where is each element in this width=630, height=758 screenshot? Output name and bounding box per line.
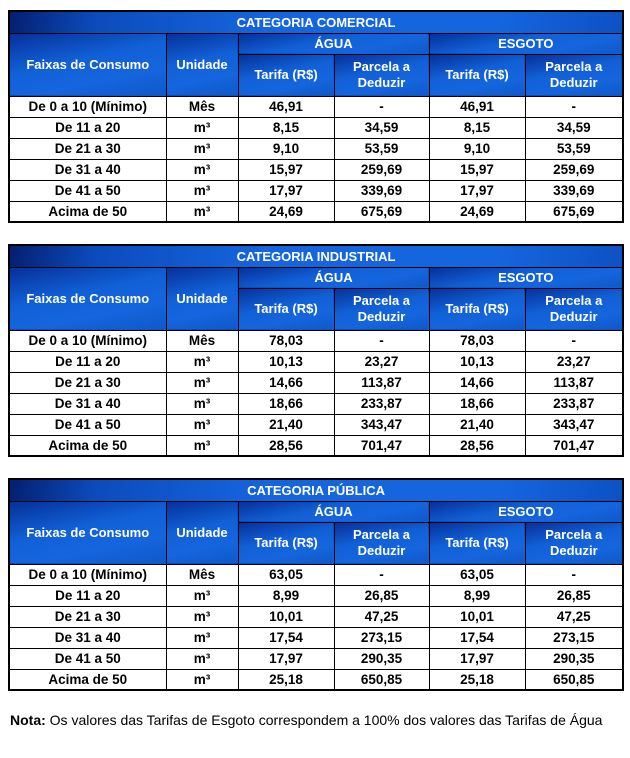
table-row	[9, 606, 623, 627]
cell-esgoto-parcela: 233,87	[525, 393, 623, 414]
table-row	[9, 414, 623, 435]
col-header-agua-parcela: Parcela a Deduzir	[334, 54, 429, 96]
title-row	[9, 479, 623, 501]
col-group-agua: ÁGUA	[238, 501, 429, 522]
table-row	[9, 393, 623, 414]
col-header-agua-parcela: Parcela a Deduzir	[334, 522, 429, 564]
title-row	[9, 11, 623, 33]
col-header-esgoto-tarifa: Tarifa (R$)	[429, 288, 525, 330]
cell-agua-parcela: 34,59	[334, 117, 429, 138]
cell-unidade: m³	[166, 606, 238, 627]
cell-agua-tarifa: 9,10	[238, 138, 334, 159]
cell-esgoto-tarifa: 15,97	[429, 159, 525, 180]
table-row	[9, 564, 623, 585]
col-header-esgoto-parcela: Parcela a Deduzir	[525, 54, 623, 96]
cell-unidade: Mês	[166, 96, 238, 117]
cell-esgoto-parcela: 259,69	[525, 159, 623, 180]
cell-esgoto-parcela: -	[525, 330, 623, 351]
cell-faixa: De 11 a 20	[9, 351, 166, 372]
cell-agua-tarifa: 17,97	[238, 180, 334, 201]
table-row	[9, 201, 623, 222]
table-body	[9, 564, 623, 690]
table-row	[9, 138, 623, 159]
cell-agua-parcela: -	[334, 564, 429, 585]
cell-agua-tarifa: 78,03	[238, 330, 334, 351]
cell-esgoto-parcela: 290,35	[525, 648, 623, 669]
cell-esgoto-tarifa: 25,18	[429, 669, 525, 690]
cell-agua-tarifa: 25,18	[238, 669, 334, 690]
cell-unidade: m³	[166, 372, 238, 393]
table-row	[9, 435, 623, 456]
cell-agua-parcela: 675,69	[334, 201, 429, 222]
cell-agua-tarifa: 63,05	[238, 564, 334, 585]
cell-faixa: De 0 a 10 (Mínimo)	[9, 564, 166, 585]
cell-agua-tarifa: 28,56	[238, 435, 334, 456]
cell-agua-parcela: 259,69	[334, 159, 429, 180]
table-body	[9, 96, 623, 222]
cell-esgoto-parcela: 47,25	[525, 606, 623, 627]
table-row	[9, 159, 623, 180]
cell-esgoto-tarifa: 24,69	[429, 201, 525, 222]
table-row	[9, 180, 623, 201]
cell-faixa: De 31 a 40	[9, 159, 166, 180]
cell-faixa: De 41 a 50	[9, 180, 166, 201]
cell-unidade: Mês	[166, 330, 238, 351]
table-row	[9, 669, 623, 690]
cell-esgoto-tarifa: 17,97	[429, 648, 525, 669]
cell-esgoto-tarifa: 18,66	[429, 393, 525, 414]
col-header-agua-parcela: Parcela a Deduzir	[334, 288, 429, 330]
col-header-faixas: Faixas de Consumo	[9, 501, 166, 564]
col-header-unidade: Unidade	[166, 33, 238, 96]
cell-unidade: m³	[166, 180, 238, 201]
tariff-table-industrial	[8, 244, 624, 457]
group-header-row	[9, 501, 623, 522]
table-row	[9, 351, 623, 372]
cell-esgoto-parcela: 650,85	[525, 669, 623, 690]
cell-faixa: De 0 a 10 (Mínimo)	[9, 96, 166, 117]
cell-esgoto-tarifa: 10,01	[429, 606, 525, 627]
cell-faixa: De 21 a 30	[9, 606, 166, 627]
table-row	[9, 585, 623, 606]
tariff-table-publica	[8, 478, 624, 691]
col-header-agua-tarifa: Tarifa (R$)	[238, 522, 334, 564]
cell-faixa: Acima de 50	[9, 669, 166, 690]
cell-esgoto-parcela: 113,87	[525, 372, 623, 393]
table-row	[9, 117, 623, 138]
cell-unidade: m³	[166, 669, 238, 690]
cell-agua-parcela: 339,69	[334, 180, 429, 201]
cell-esgoto-parcela: 26,85	[525, 585, 623, 606]
cell-esgoto-tarifa: 63,05	[429, 564, 525, 585]
cell-agua-parcela: 26,85	[334, 585, 429, 606]
title-row	[9, 245, 623, 267]
cell-esgoto-tarifa: 9,10	[429, 138, 525, 159]
col-header-esgoto-tarifa: Tarifa (R$)	[429, 54, 525, 96]
cell-unidade: m³	[166, 351, 238, 372]
col-header-faixas: Faixas de Consumo	[9, 33, 166, 96]
cell-esgoto-parcela: -	[525, 564, 623, 585]
cell-faixa: Acima de 50	[9, 435, 166, 456]
cell-agua-tarifa: 46,91	[238, 96, 334, 117]
cell-agua-parcela: 343,47	[334, 414, 429, 435]
cell-esgoto-tarifa: 78,03	[429, 330, 525, 351]
cell-agua-parcela: 113,87	[334, 372, 429, 393]
footer-note-label: Nota:	[10, 712, 46, 728]
cell-esgoto-tarifa: 28,56	[429, 435, 525, 456]
cell-agua-tarifa: 24,69	[238, 201, 334, 222]
cell-agua-parcela: 47,25	[334, 606, 429, 627]
cell-esgoto-tarifa: 17,97	[429, 180, 525, 201]
cell-esgoto-parcela: 23,27	[525, 351, 623, 372]
cell-esgoto-tarifa: 46,91	[429, 96, 525, 117]
footer-note-text: Os valores das Tarifas de Esgoto correspondem a 100% dos valores das Tarifas de Água	[45, 712, 603, 728]
cell-agua-parcela: -	[334, 330, 429, 351]
cell-faixa: De 21 a 30	[9, 138, 166, 159]
cell-esgoto-parcela: 343,47	[525, 414, 623, 435]
table-title: CATEGORIA PÚBLICA	[9, 479, 623, 501]
cell-unidade: m³	[166, 414, 238, 435]
cell-faixa: De 41 a 50	[9, 414, 166, 435]
table-body	[9, 330, 623, 456]
cell-esgoto-parcela: 273,15	[525, 627, 623, 648]
cell-faixa: De 11 a 20	[9, 117, 166, 138]
cell-agua-parcela: 290,35	[334, 648, 429, 669]
cell-esgoto-parcela: 34,59	[525, 117, 623, 138]
group-header-row	[9, 33, 623, 54]
table-title: CATEGORIA INDUSTRIAL	[9, 245, 623, 267]
cell-agua-parcela: 650,85	[334, 669, 429, 690]
col-group-esgoto: ESGOTO	[429, 33, 623, 54]
cell-agua-tarifa: 10,01	[238, 606, 334, 627]
cell-agua-tarifa: 8,15	[238, 117, 334, 138]
cell-faixa: De 21 a 30	[9, 372, 166, 393]
cell-agua-tarifa: 17,97	[238, 648, 334, 669]
table-title: CATEGORIA COMERCIAL	[9, 11, 623, 33]
cell-esgoto-tarifa: 8,15	[429, 117, 525, 138]
cell-unidade: m³	[166, 201, 238, 222]
table-row	[9, 330, 623, 351]
cell-agua-tarifa: 21,40	[238, 414, 334, 435]
col-header-esgoto-parcela: Parcela a Deduzir	[525, 288, 623, 330]
cell-faixa: De 41 a 50	[9, 648, 166, 669]
cell-agua-tarifa: 14,66	[238, 372, 334, 393]
cell-agua-parcela: 23,27	[334, 351, 429, 372]
col-header-esgoto-parcela: Parcela a Deduzir	[525, 522, 623, 564]
cell-unidade: m³	[166, 648, 238, 669]
col-header-unidade: Unidade	[166, 267, 238, 330]
col-group-agua: ÁGUA	[238, 33, 429, 54]
cell-esgoto-parcela: 675,69	[525, 201, 623, 222]
footer-note	[10, 712, 622, 729]
table-row	[9, 372, 623, 393]
cell-agua-parcela: 233,87	[334, 393, 429, 414]
cell-esgoto-tarifa: 14,66	[429, 372, 525, 393]
cell-unidade: m³	[166, 159, 238, 180]
cell-esgoto-tarifa: 8,99	[429, 585, 525, 606]
cell-unidade: m³	[166, 435, 238, 456]
cell-unidade: m³	[166, 627, 238, 648]
col-group-esgoto: ESGOTO	[429, 501, 623, 522]
col-group-agua: ÁGUA	[238, 267, 429, 288]
cell-unidade: m³	[166, 117, 238, 138]
cell-agua-parcela: 701,47	[334, 435, 429, 456]
col-group-esgoto: ESGOTO	[429, 267, 623, 288]
tariff-table-comercial	[8, 10, 624, 223]
cell-agua-tarifa: 15,97	[238, 159, 334, 180]
cell-agua-parcela: -	[334, 96, 429, 117]
cell-faixa: De 31 a 40	[9, 393, 166, 414]
cell-faixa: De 11 a 20	[9, 585, 166, 606]
cell-unidade: m³	[166, 585, 238, 606]
table-row	[9, 648, 623, 669]
cell-agua-tarifa: 18,66	[238, 393, 334, 414]
cell-faixa: Acima de 50	[9, 201, 166, 222]
col-header-agua-tarifa: Tarifa (R$)	[238, 54, 334, 96]
cell-esgoto-parcela: 53,59	[525, 138, 623, 159]
cell-unidade: Mês	[166, 564, 238, 585]
cell-agua-tarifa: 8,99	[238, 585, 334, 606]
cell-agua-parcela: 53,59	[334, 138, 429, 159]
cell-esgoto-parcela: 339,69	[525, 180, 623, 201]
col-header-esgoto-tarifa: Tarifa (R$)	[429, 522, 525, 564]
table-header	[9, 245, 623, 330]
table-header	[9, 11, 623, 96]
cell-faixa: De 31 a 40	[9, 627, 166, 648]
col-header-unidade: Unidade	[166, 501, 238, 564]
col-header-faixas: Faixas de Consumo	[9, 267, 166, 330]
cell-agua-tarifa: 17,54	[238, 627, 334, 648]
table-header	[9, 479, 623, 564]
table-row	[9, 96, 623, 117]
cell-esgoto-tarifa: 17,54	[429, 627, 525, 648]
group-header-row	[9, 267, 623, 288]
cell-unidade: m³	[166, 138, 238, 159]
table-row	[9, 627, 623, 648]
cell-esgoto-parcela: 701,47	[525, 435, 623, 456]
cell-faixa: De 0 a 10 (Mínimo)	[9, 330, 166, 351]
cell-agua-tarifa: 10,13	[238, 351, 334, 372]
col-header-agua-tarifa: Tarifa (R$)	[238, 288, 334, 330]
cell-esgoto-parcela: -	[525, 96, 623, 117]
cell-esgoto-tarifa: 10,13	[429, 351, 525, 372]
cell-unidade: m³	[166, 393, 238, 414]
cell-agua-parcela: 273,15	[334, 627, 429, 648]
cell-esgoto-tarifa: 21,40	[429, 414, 525, 435]
